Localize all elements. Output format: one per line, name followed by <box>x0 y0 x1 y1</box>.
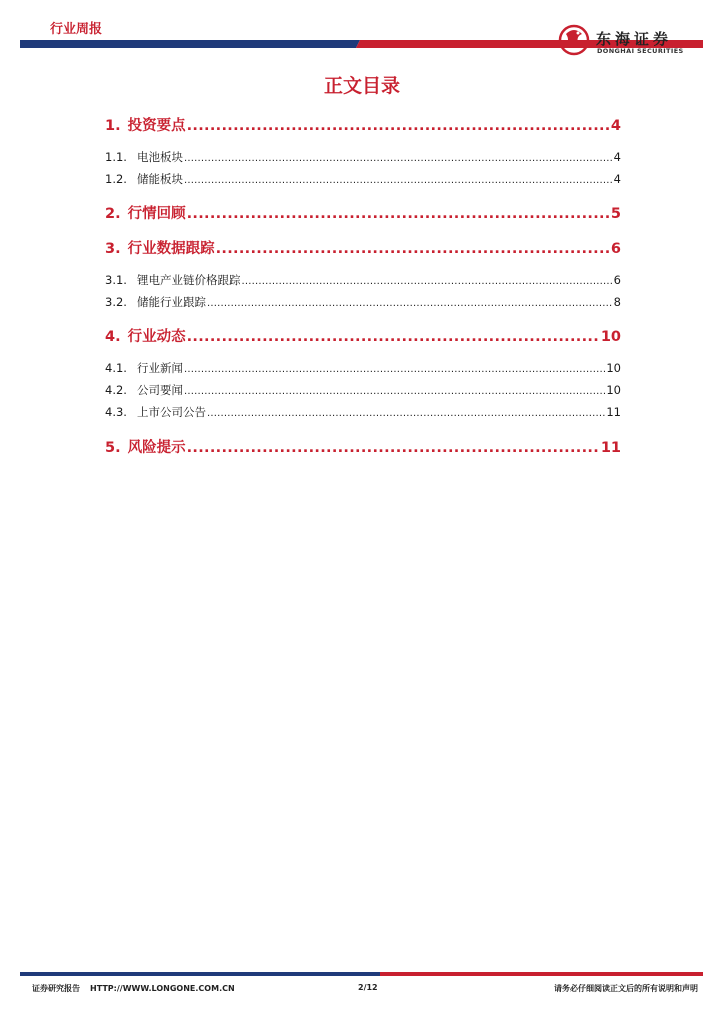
toc-entry[interactable] <box>105 114 621 135</box>
toc-entry[interactable] <box>105 149 621 165</box>
logo-chinese-name: 东海证券 <box>596 30 673 48</box>
toc-entry-label: 行业新闻 <box>136 361 183 375</box>
footer-url-link[interactable]: HTTP://WWW.LONGONE.COM.CN <box>90 984 235 993</box>
toc-leader-dots <box>187 329 600 345</box>
dragon-logo-icon <box>556 22 592 58</box>
toc-entry-label: 行业动态 <box>127 329 186 345</box>
toc-leader-dots <box>216 241 610 257</box>
toc-leader-dots <box>207 405 605 419</box>
toc-entry-page: 11 <box>600 440 621 456</box>
toc-entry[interactable] <box>105 436 621 457</box>
toc-entry-page: 6 <box>613 273 621 287</box>
footer-page-number: 2/12 <box>358 983 378 992</box>
toc-entry-label: 行情回顾 <box>127 206 186 222</box>
footer-left <box>32 983 235 994</box>
toc-leader-dots <box>184 361 605 375</box>
toc-entry-number: 2. <box>105 206 121 222</box>
toc-entry-page: 4 <box>610 118 621 134</box>
toc-entry-number: 1.2. <box>105 172 127 186</box>
toc-entry-label: 电池板块 <box>136 150 183 164</box>
toc-entry-label: 储能行业跟踪 <box>136 295 206 309</box>
logo-english-name: DONGHAI SECURITIES <box>597 47 684 55</box>
toc-entry-label: 储能板块 <box>136 172 183 186</box>
toc-entry-number: 3.1. <box>105 273 127 287</box>
toc-entry-page: 10 <box>600 329 621 345</box>
toc-entry-number: 3.2. <box>105 295 127 309</box>
toc-entry-label: 投资要点 <box>127 118 186 134</box>
toc-entry-number: 1. <box>105 118 121 134</box>
toc-leader-dots <box>241 273 612 287</box>
toc-entry-page: 10 <box>606 383 621 397</box>
toc-entry-page: 4 <box>613 172 621 186</box>
toc-leader-dots <box>187 440 600 456</box>
toc-entry-page: 6 <box>610 241 621 257</box>
toc-entry-label: 风险提示 <box>127 440 186 456</box>
section-label: 行业周报 <box>50 22 103 37</box>
toc-leader-dots <box>184 172 613 186</box>
toc-entry-page: 10 <box>606 361 621 375</box>
toc-entry[interactable] <box>105 272 621 288</box>
toc-entry-number: 5. <box>105 440 121 456</box>
toc-entry[interactable] <box>105 382 621 398</box>
toc-entry[interactable] <box>105 237 621 258</box>
toc-entry-page: 11 <box>606 405 621 419</box>
toc-entry-label: 锂电产业链价格跟踪 <box>136 273 241 287</box>
toc-entry-page: 4 <box>613 150 621 164</box>
toc-entry[interactable] <box>105 325 621 346</box>
toc-entry[interactable] <box>105 294 621 310</box>
toc-entry-number: 1.1. <box>105 150 127 164</box>
toc-leader-dots <box>187 206 610 222</box>
footer-disclaimer: 请务必仔细阅读正文后的所有说明和声明 <box>554 984 698 993</box>
toc-title: 正文目录 <box>323 75 400 97</box>
toc-entry-label: 上市公司公告 <box>136 405 206 419</box>
toc-entry-page: 5 <box>610 206 621 222</box>
footer-report-type: 证券研究报告 <box>32 984 80 993</box>
company-logo <box>556 22 706 58</box>
toc-leader-dots <box>184 383 605 397</box>
toc-entry-page: 8 <box>613 295 621 309</box>
toc-entry-label: 公司要闻 <box>136 383 183 397</box>
toc-entry[interactable] <box>105 360 621 376</box>
toc-leader-dots <box>184 150 613 164</box>
toc-entry-number: 4.3. <box>105 405 127 419</box>
toc-entry[interactable] <box>105 202 621 223</box>
toc-entry-number: 4.1. <box>105 361 127 375</box>
toc-entry-number: 4. <box>105 329 121 345</box>
toc-entry-number: 4.2. <box>105 383 127 397</box>
footer-bar <box>20 972 703 976</box>
toc-leader-dots <box>187 118 610 134</box>
toc-entry[interactable] <box>105 171 621 187</box>
toc-entry[interactable] <box>105 404 621 420</box>
toc-entry-number: 3. <box>105 241 121 257</box>
toc-entry-label: 行业数据跟踪 <box>127 241 215 257</box>
toc-leader-dots <box>207 295 613 309</box>
